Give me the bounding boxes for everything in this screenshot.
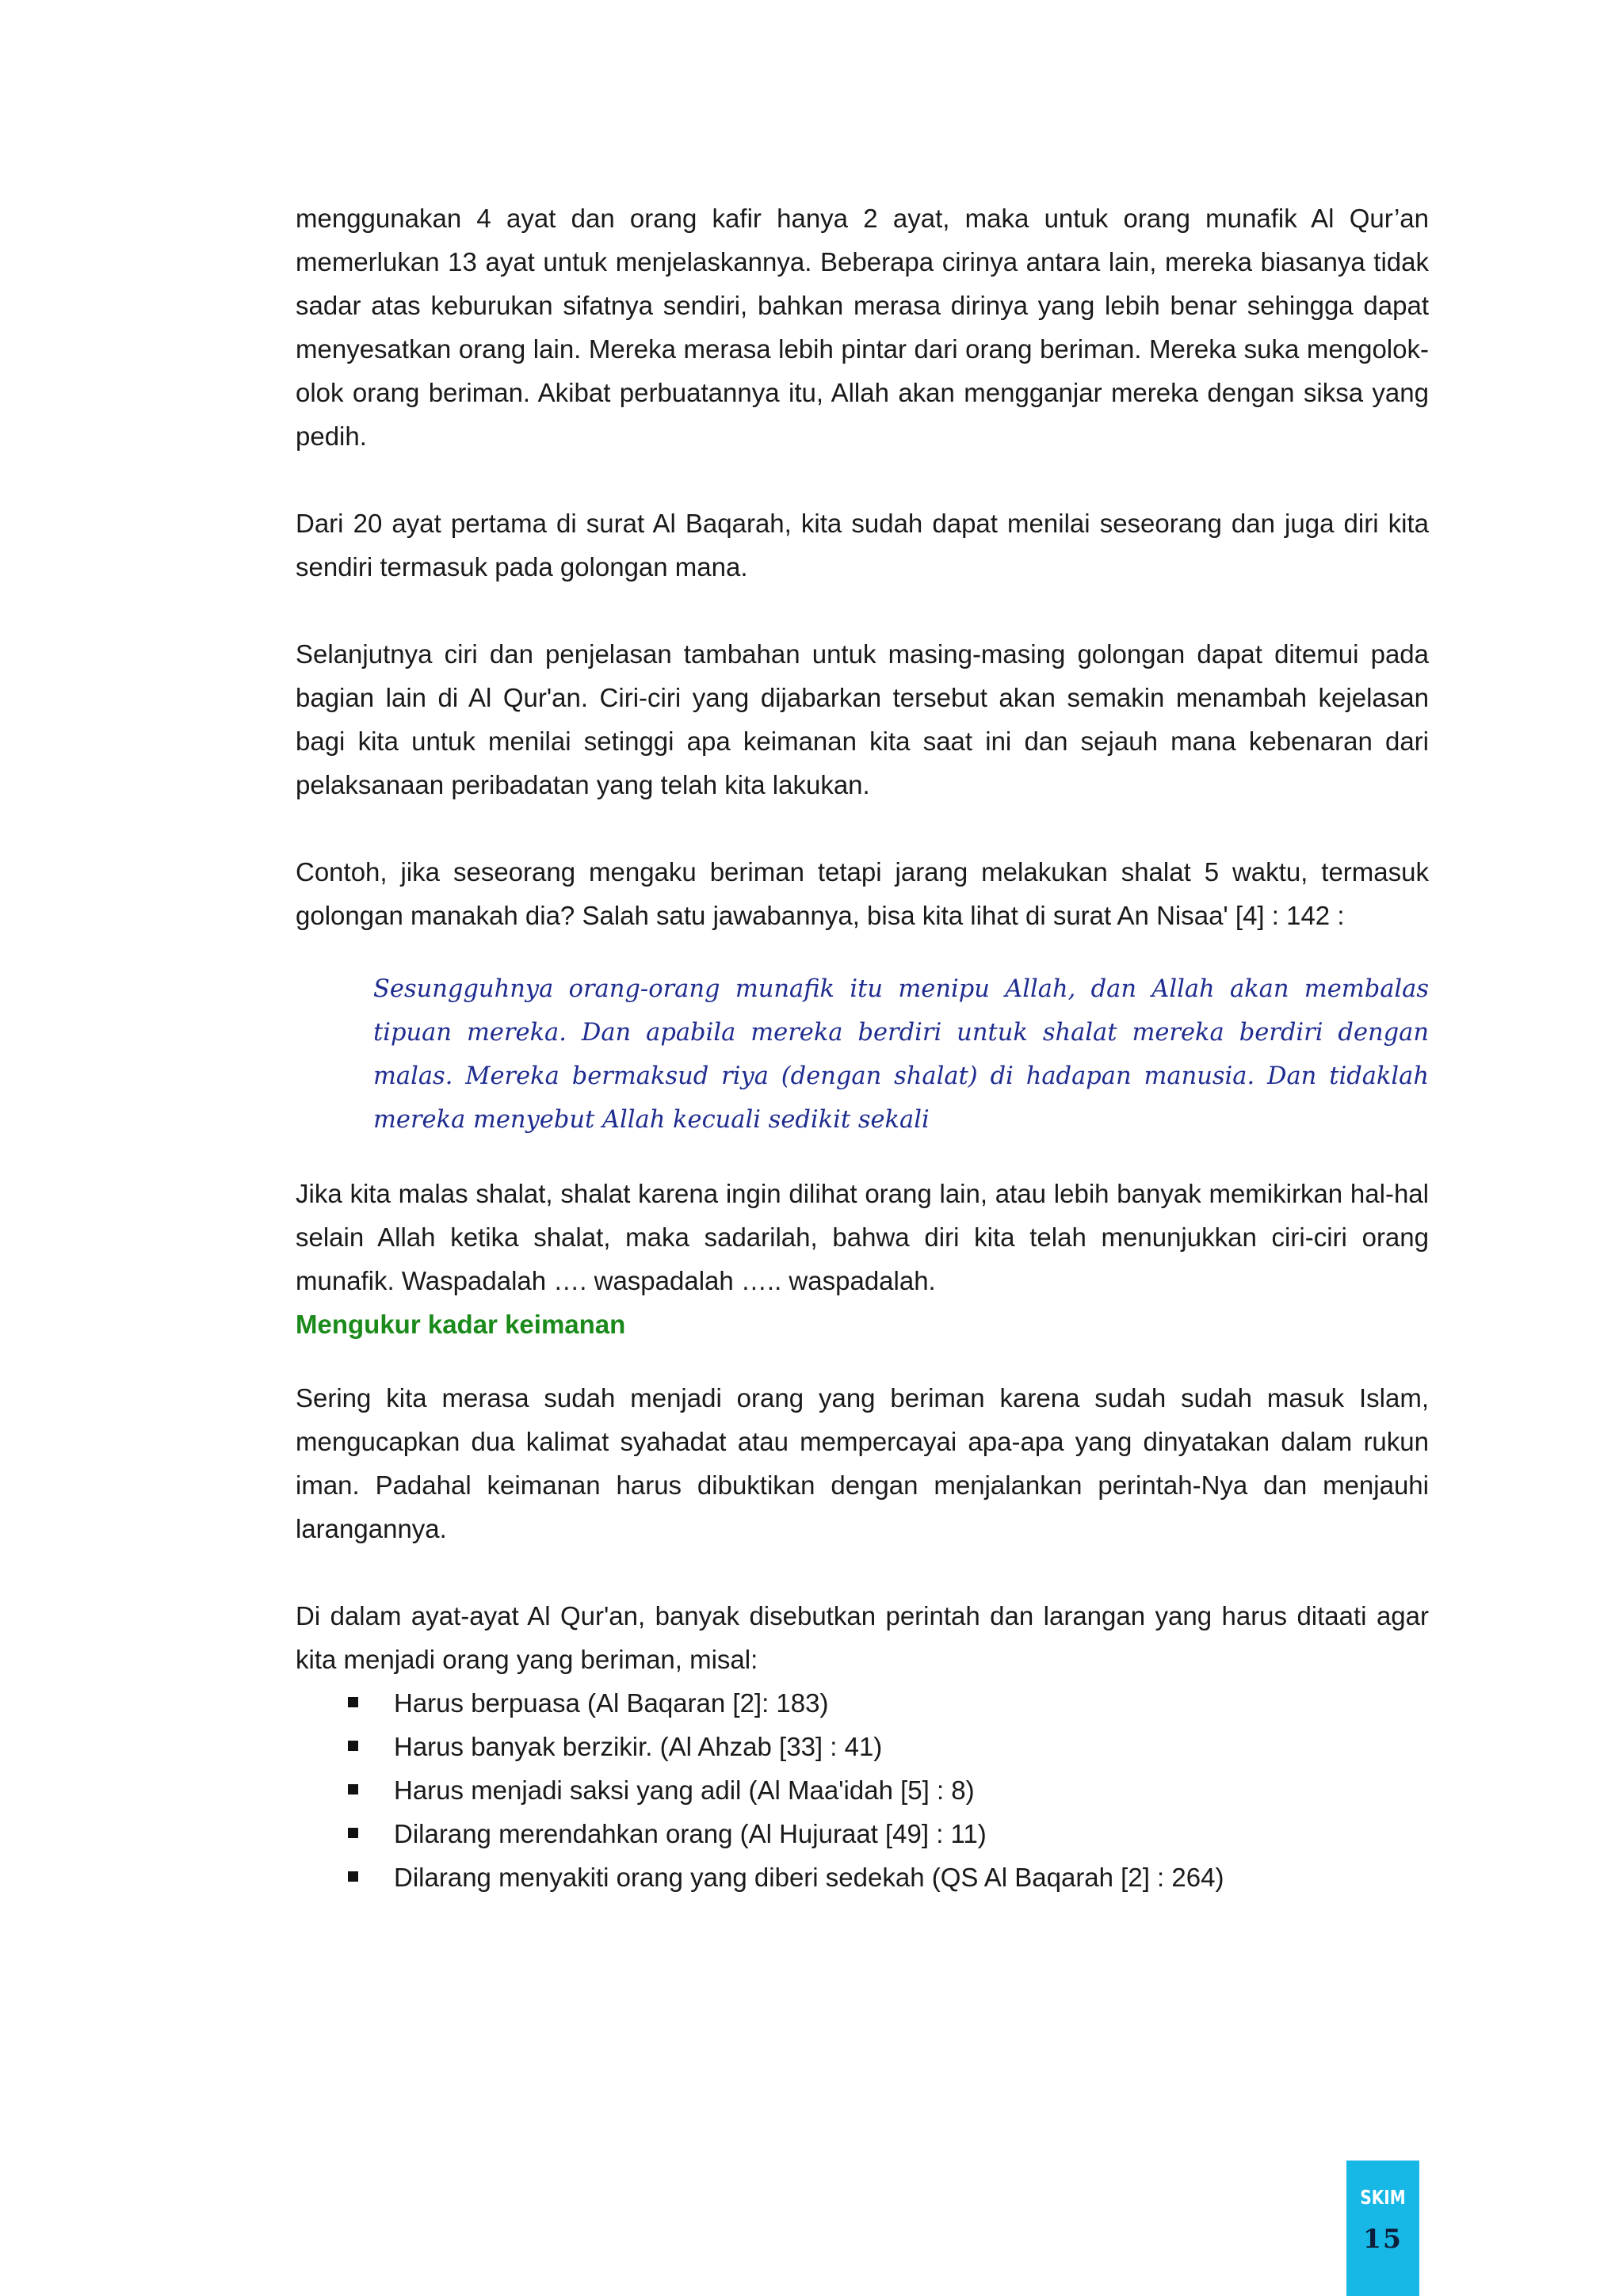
badge-label: SKIM <box>1360 2186 1406 2209</box>
paragraph-perintah-larangan: Di dalam ayat-ayat Al Qur'an, banyak disebutkan perintah dan larangan yang harus ditaati agar kita menjadi orang yang beriman, misal: <box>296 1601 1429 1674</box>
paragraph-golongan: Dari 20 ayat pertama di surat Al Baqarah, kita sudah dapat menilai seseorang dan juga diri kita sendiri termasuk pada golongan mana. <box>296 509 1429 582</box>
list-item-text: Harus berpuasa (Al Baqaran [2]: 183) <box>394 1688 829 1718</box>
list-item-text: Harus banyak berzikir. (Al Ahzab [33] : 41) <box>394 1732 883 1761</box>
square-bullet-icon <box>348 1828 358 1838</box>
list-item-text: Dilarang menyakiti orang yang diberi sedekah (QS Al Baqarah [2] : 264) <box>394 1863 1224 1892</box>
paragraph-munafik-intro: menggunakan 4 ayat dan orang kafir hanya 2 ayat, maka untuk orang munafik Al Qur’an memerlukan 13 ayat untuk menjelaskannya. Beberapa cirinya antara lain, mereka biasanya tidak sadar atas keburukan sifatnya sendiri, bahkan merasa dirinya yang lebih benar sehingga dapat menyesatkan orang lain. Mereka merasa lebih pintar dari orang beriman. Mereka suka mengolok-olok orang beriman. Akibat perbuatannya itu, Allah akan mengganjar mereka dengan siksa yang pedih. <box>296 204 1429 451</box>
document-body <box>296 196 1429 1899</box>
page-badge <box>1346 2161 1419 2296</box>
quote-an-nisaa: Sesungguhnya orang-orang munafik itu menipu Allah, dan Allah akan membalas tipuan mereka. Dan apabila mereka berdiri untuk shalat mereka berdiri dengan malas. Mereka bermaksud riya (dengan shalat) di hadapan manusia. Dan tidaklah mereka menyebut Allah kecuali sedikit sekali <box>373 975 1429 1134</box>
list-item <box>346 1812 1429 1855</box>
square-bullet-icon <box>348 1784 358 1794</box>
paragraph-keimanan: Sering kita merasa sudah menjadi orang yang beriman karena sudah sudah masuk Islam, mengucapkan dua kalimat syahadat atau mempercayai apa-apa yang dinyatakan dalam rukun iman. Padahal keimanan harus dibuktikan dengan menjalankan perintah-Nya dan menjauhi larangannya. <box>296 1383 1429 1543</box>
square-bullet-icon <box>348 1741 358 1751</box>
section-heading: Mengukur kadar keimanan <box>296 1310 626 1339</box>
paragraph-waspadalah: Jika kita malas shalat, shalat karena ingin dilihat orang lain, atau lebih banyak memikirkan hal-hal selain Allah ketika shalat, maka sadarilah, bahwa diri kita telah menunjukkan ciri-ciri orang munafik. Waspadalah …. waspadalah ….. waspadalah. <box>296 1179 1429 1295</box>
square-bullet-icon <box>348 1697 358 1707</box>
square-bullet-icon <box>348 1871 358 1882</box>
list-item-text: Dilarang merendahkan orang (Al Hujuraat [49] : 11) <box>394 1819 987 1848</box>
list-item <box>346 1725 1429 1768</box>
command-list <box>296 1681 1429 1899</box>
list-item <box>346 1681 1429 1725</box>
list-item <box>346 1768 1429 1812</box>
paragraph-ciri-tambahan: Selanjutnya ciri dan penjelasan tambahan untuk masing-masing golongan dapat ditemui pada bagian lain di Al Qur'an. Ciri-ciri yang dijabarkan tersebut akan semakin menambah kejelasan bagi kita untuk menilai setinggi apa keimanan kita saat ini dan sejauh mana kebenaran dari pelaksanaan peribadatan yang telah kita lakukan. <box>296 639 1429 799</box>
paragraph-contoh: Contoh, jika seseorang mengaku beriman tetapi jarang melakukan shalat 5 waktu, termasuk golongan manakah dia? Salah satu jawabannya, bisa kita lihat di surat An Nisaa' [4] : 142 : <box>296 857 1429 930</box>
list-item <box>346 1855 1429 1899</box>
list-item-text: Harus menjadi saksi yang adil (Al Maa'idah [5] : 8) <box>394 1775 975 1805</box>
page-number: 15 <box>1363 2223 1403 2254</box>
